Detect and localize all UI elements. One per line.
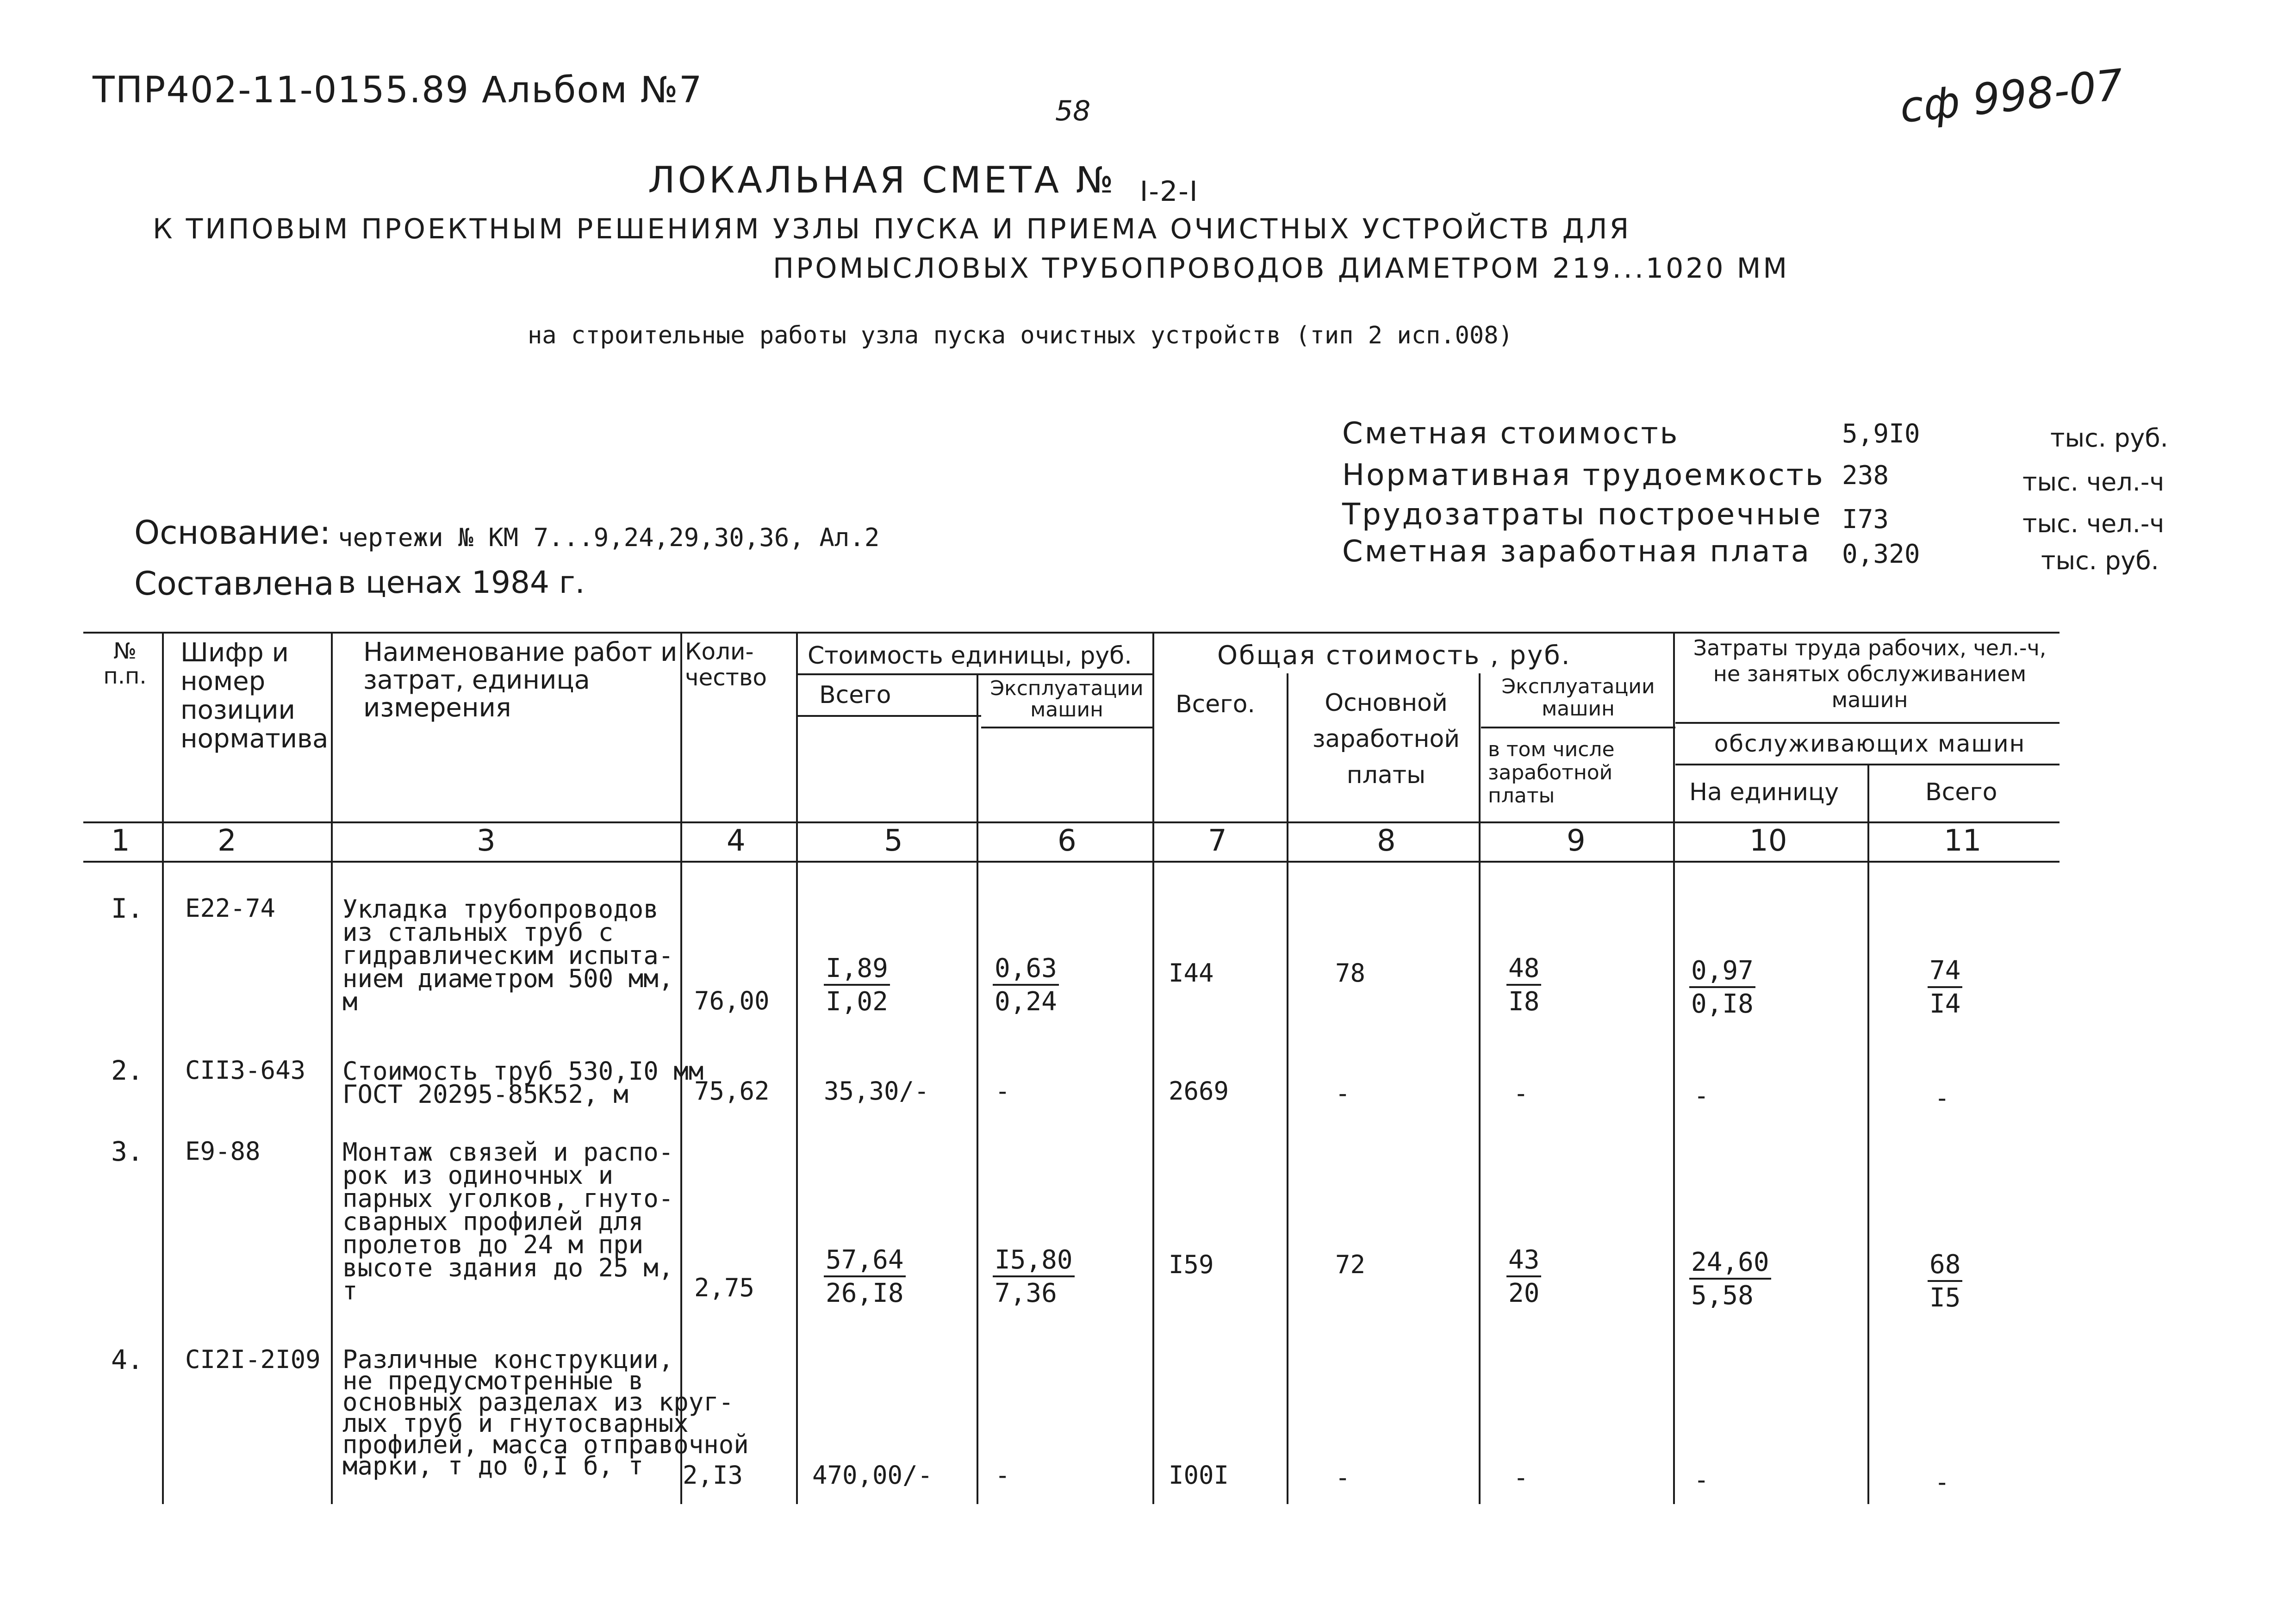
row-code: СII3-643 [185, 1056, 306, 1085]
header-num: № п.п. [103, 638, 147, 689]
col-number-line [83, 861, 2060, 863]
col-line-1 [162, 632, 164, 1504]
col-number-5: 5 [884, 824, 903, 858]
row-total-mach: $\frac{43}{20}$ [1506, 1245, 1541, 1310]
header-total-cost: Общая стоимость , руб. [1217, 640, 1571, 671]
col-line-4 [796, 632, 798, 1504]
row-total-mach: - [1513, 1079, 1529, 1108]
row-unit-total: $\frac{57,64}{26,I8}$ [824, 1245, 906, 1310]
row-unit-total: 470,00/- [812, 1461, 933, 1490]
row-qty: 2,I3 [683, 1461, 743, 1490]
summary-label-labor: Нормативная трудоемкость [1342, 458, 1825, 492]
row-code: Е9-88 [185, 1137, 261, 1166]
header-labor-unit: На единицу [1689, 778, 1839, 806]
scope-text: на строительные работы узла пуска очистных устройств (тип 2 исп.008) [528, 322, 1513, 349]
document-reference: ТПР402-11-0155.89 Альбом №7 [93, 69, 703, 111]
row-total-wage: - [1335, 1079, 1350, 1108]
row-name: Монтаж связей и распо- рок из одиночных и парных уголков, гнуто- сварных профилей для пролетов до 24 м при высоте здания до 25 м, т [342, 1138, 674, 1306]
row-total-all: I59 [1169, 1250, 1214, 1279]
header-total-all: Всего. [1176, 690, 1255, 718]
row-code: Е22-74 [185, 894, 276, 923]
row-code: СI2I-2I09 [185, 1345, 321, 1374]
col-number-3: 3 [477, 824, 496, 858]
row-total-wage: 72 [1335, 1250, 1366, 1279]
header-mach-underline [981, 727, 1152, 728]
header-sub-line-5-6 [796, 673, 1152, 675]
prices-text: в ценах 1984 г. [338, 565, 585, 600]
row-num: 2. [111, 1055, 143, 1086]
header-bottom-line [83, 821, 2060, 823]
row-total-mach: $\frac{48}{I8}$ [1506, 953, 1541, 1018]
row-total-wage: 78 [1335, 958, 1366, 988]
document-title [648, 160, 1199, 208]
col-number-7: 7 [1208, 824, 1227, 858]
col-line-8 [1479, 673, 1481, 1504]
col-line-2 [331, 632, 333, 1504]
col-number-8: 8 [1377, 824, 1396, 858]
col-number-4: 4 [727, 824, 746, 858]
col-number-1: 1 [111, 824, 130, 858]
table-top-line [83, 632, 2060, 634]
row-name: Различные конструкции, не предусмотренные в основных разделах из круг- лых труб и гнутосварных профилей, масса отправочной марки, т до 0,I б, т [342, 1345, 749, 1480]
header-total-mach-wage: в том числе заработной платы [1488, 738, 1615, 808]
subtitle-line-2: ПРОМЫСЛОВЫХ ТРУБОПРОВОДОВ ДИАМЕТРОМ 219...1020 ММ [773, 252, 1790, 285]
row-unit-mach: - [995, 1076, 1010, 1106]
row-name: Стоимость труб 530,I0 мм ГОСТ 20295-85К52, м [342, 1057, 704, 1109]
basis-text: чертежи № КМ 7...9,24,29,30,36, Ал.2 [338, 523, 880, 552]
row-unit-total: 35,30/- [824, 1076, 929, 1106]
row-labor-total: $\frac{68}{I5}$ [1928, 1250, 1962, 1314]
col-line-9 [1673, 632, 1675, 1504]
row-total-all: 2669 [1169, 1076, 1229, 1106]
col-line-7 [1287, 673, 1288, 1504]
summary-value-onsite: I73 [1842, 504, 1889, 535]
header-labor-sub: обслуживающих машин [1714, 730, 2026, 757]
row-labor-unit: $\frac{0,97}{0,I8}$ [1689, 956, 1755, 1020]
col-number-11: 11 [1944, 824, 1982, 858]
row-unit-mach: - [995, 1461, 1010, 1490]
subtitle-line-1: УЗЛЫ ПУСКА И ПРИЕМА ОЧИСТНЫХ УСТРОЙСТВ ДЛЯ [773, 213, 1631, 245]
summary-value-labor: 238 [1842, 460, 1889, 491]
header-total-mach: Эксплуатации машин [1501, 675, 1655, 721]
row-labor-unit: $\frac{24,60}{5,58}$ [1689, 1247, 1771, 1312]
col-number-9: 9 [1567, 824, 1586, 858]
col-number-2: 2 [218, 824, 236, 858]
row-qty: 76,00 [694, 986, 770, 1015]
row-total-all: I00I [1169, 1461, 1229, 1490]
row-labor-total: - [1935, 1083, 1950, 1113]
row-qty: 2,75 [694, 1273, 755, 1302]
title-number: I-2-I [1139, 175, 1199, 208]
summary-unit-labor: тыс. чел.-ч [2022, 467, 2165, 497]
row-name: Укладка трубопроводов из стальных труб с гидравлическим испыта- нием диаметром 500 мм, м [342, 895, 674, 1016]
summary-unit-wage: тыс. руб. [2041, 546, 2159, 575]
header-mach-sub-line [1481, 727, 1675, 728]
title-prefix: ЛОКАЛЬНАЯ СМЕТА № [648, 160, 1116, 201]
row-total-wage: - [1335, 1463, 1350, 1492]
page-number: 58 [1055, 95, 1091, 127]
row-labor-total: $\frac{74}{I4}$ [1928, 956, 1962, 1020]
row-labor-unit: - [1694, 1081, 1709, 1110]
summary-label-cost: Сметная стоимость [1342, 417, 1680, 451]
sheet-code: сф 998-07 [1898, 60, 2126, 133]
row-total-all: I44 [1169, 958, 1214, 988]
header-labor-line-1 [1675, 722, 2060, 724]
header-code: Шифр и номер позиции норматива [180, 638, 329, 754]
col-line-6 [1152, 632, 1154, 1504]
col-number-6: 6 [1058, 824, 1076, 858]
header-total-wage: Основной заработной платы [1312, 689, 1460, 789]
summary-unit-cost: тыс. руб. [2050, 423, 2168, 453]
row-unit-mach: $\frac{0,63}{0,24}$ [993, 953, 1059, 1018]
row-labor-unit: - [1694, 1465, 1709, 1494]
row-qty: 75,62 [694, 1076, 770, 1106]
row-unit-total: $\frac{I,89}{I,02}$ [824, 953, 890, 1018]
col-line-10 [1867, 764, 1869, 1504]
header-unit-cost: Стоимость единицы, руб. [808, 642, 1132, 670]
header-qty: Коли- чество [685, 638, 767, 691]
row-unit-mach: $\frac{I5,80}{7,36}$ [993, 1245, 1075, 1310]
col-number-10: 10 [1749, 824, 1787, 858]
row-num: 4. [111, 1344, 143, 1375]
basis-label: Основание: [134, 514, 331, 552]
summary-value-wage: 0,320 [1842, 539, 1920, 569]
row-total-mach: - [1513, 1463, 1529, 1492]
summary-label-onsite: Трудозатраты построечные [1342, 497, 1823, 532]
row-labor-total: - [1935, 1468, 1950, 1497]
col-line-5 [977, 673, 978, 1504]
row-num: 3. [111, 1136, 143, 1167]
header-unit-total: Всего [819, 681, 891, 709]
prices-label: Составлена [134, 565, 334, 603]
summary-unit-onsite: тыс. чел.-ч [2022, 509, 2165, 538]
row-num: I. [111, 893, 143, 924]
summary-value-cost: 5,9I0 [1842, 419, 1920, 449]
subtitle-lead: К ТИПОВЫМ ПРОЕКТНЫМ РЕШЕНИЯМ [153, 213, 761, 245]
header-labor: Затраты труда рабочих, чел.-ч, не занятых обслуживанием машин [1693, 635, 2047, 712]
header-labor-total: Всего [1925, 778, 1997, 806]
header-unit-mach: Эксплуатации машин [990, 677, 1144, 721]
summary-label-wage: Сметная заработная плата [1342, 535, 1811, 569]
header-unit-underline [796, 715, 981, 717]
header-name: Наименование работ и затрат, единица измерения [363, 637, 678, 723]
